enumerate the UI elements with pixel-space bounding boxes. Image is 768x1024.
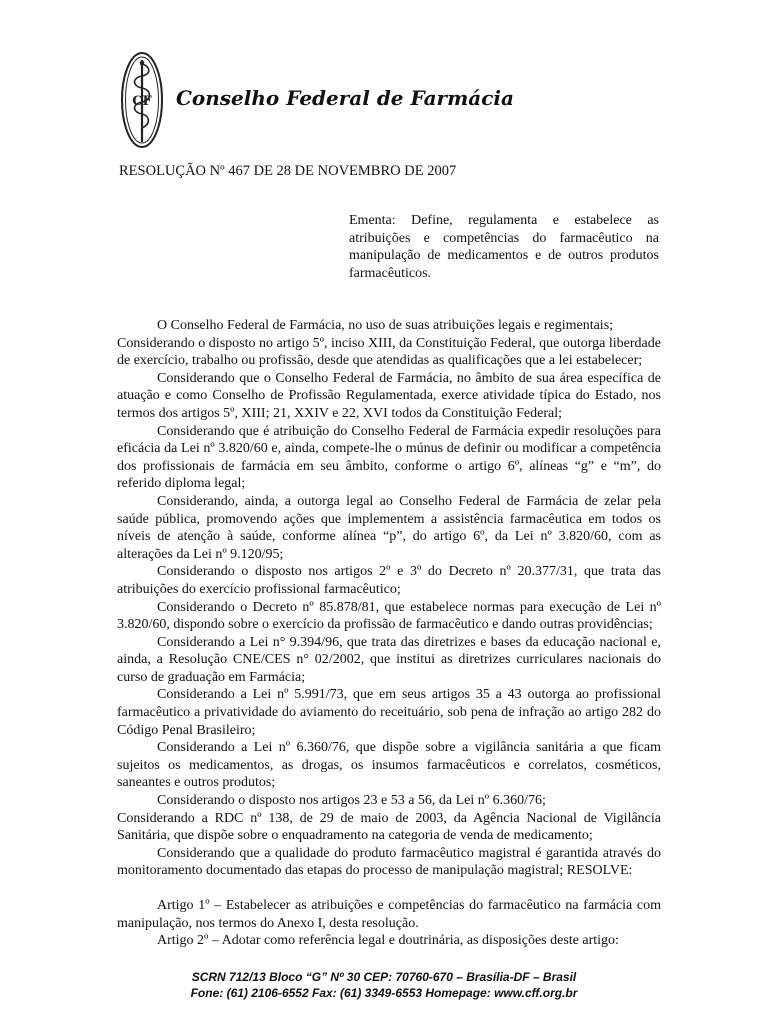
paragraph-considerando: Considerando o Decreto nº 85.878/81, que estabelece normas para execução de Lei nº 3.820/60, dispondo sobre o exercício da profissão de farmacêutico e dando outras providências; bbox=[117, 599, 661, 633]
footer-contact-line: Fone: (61) 2106-6552 Fax: (61) 3349-6553 Homepage: www.cff.org.br bbox=[190, 986, 578, 1000]
footer-address bbox=[0, 969, 768, 1001]
paragraph-considerando-resolve: Considerando que a qualidade do produto farmacêutico magistral é garantida através do monitoramento documentado das etapas do processo de manipulação magistral; RESOLVE: bbox=[117, 845, 661, 879]
paragraph-preamble: O Conselho Federal de Farmácia, no uso de suas atribuições legais e regimentais; bbox=[157, 318, 614, 333]
resolution-title: RESOLUÇÃO Nº 467 DE 28 DE NOVEMBRO DE 2007 bbox=[119, 163, 457, 179]
paragraph-considerando: Considerando que o Conselho Federal de Farmácia, no âmbito de sua área específica de atuação e como Conselho de Profissão Regulamentada, exerce atividade típica do Estado, nos termos dos artigos 5º, XIII; 21, XXIV e 22, XVI todos da Constituição Federal; bbox=[117, 370, 661, 421]
letterhead bbox=[116, 46, 536, 156]
paragraph-considerando: Considerando o disposto nos artigos 23 e 53 a 56, da Lei nº 6.360/76; bbox=[157, 793, 546, 809]
cff-seal-logo bbox=[120, 50, 164, 150]
paragraph-considerando: Considerando a Lei nº 6.360/76, que dispõe sobre a vigilância sanitária a que ficam sujeitos os medicamentos, as drogas, os insumos farmacêuticos e correlatos, cosméticos, saneantes e outros produtos; bbox=[117, 740, 661, 791]
paragraph-considerando: Considerando que é atribuição do Conselho Federal de Farmácia expedir resoluções para eficácia da Lei nº 3.820/60 e, ainda, compete-lhe o múnus de definir ou modificar a competência dos profissionais de farmácia em seu âmbito, conforme o artigo 6º, alíneas “g” e “m”, do referido diploma legal; bbox=[117, 423, 661, 492]
footer-address-line: SCRN 712/13 Bloco “G” Nº 30 CEP: 70760-670 – Brasília-DF – Brasil bbox=[191, 970, 577, 984]
paragraph-artigo-2: Artigo 2º – Adotar como referência legal e doutrinária, as disposições deste artigo: bbox=[157, 933, 619, 949]
paragraph-considerando: Considerando a RDC nº 138, de 29 de maio de 2003, da Agência Nacional de Vigilância Sanitária, que dispõe sobre o enquadramento na categoria de venda de medicamento; bbox=[117, 810, 661, 844]
ementa-summary: Ementa: Define, regulamenta e estabelece as atribuições e competências do farmacêutico na manipulação de medicamentos e de outros produtos farmacêuticos. bbox=[349, 213, 659, 281]
paragraph-considerando: Considerando a Lei nº 5.991/73, que em seus artigos 35 a 43 outorga ao profissional farmacêutico a privatividade do aviamento do receituário, sob pena de infração ao artigo 282 do Código Penal Brasileiro; bbox=[117, 687, 661, 738]
paragraph-considerando: Considerando a Lei n° 9.394/96, que trata das diretrizes e bases da educação nacional e, ainda, a Resolução CNE/CES n° 02/2002, que institui as diretrizes curriculares nacionais do curso de graduação em Farmácia; bbox=[117, 634, 661, 685]
paragraph-considerando: Considerando, ainda, a outorga legal ao Conselho Federal de Farmácia de zelar pela saúde pública, promovendo ações que implementem a assistência farmacêutica em todos os níveis de atenção à saúde, conforme alínea “p”, do artigo 6º, da Lei nº 3.820/60, com as alterações da Lei nº 9.120/95; bbox=[117, 493, 661, 562]
paragraph-artigo-1: Artigo 1º – Estabelecer as atribuições e competências do farmacêutico na farmácia com manipulação, nos termos do Anexo I, desta resolução. bbox=[117, 898, 661, 931]
organization-name: Conselho Federal de Farmácia bbox=[176, 86, 514, 110]
paragraph-considerando: Considerando o disposto nos artigos 2º e 3º do Decreto nº 20.377/31, que trata das atribuições do exercício profissional farmacêutico; bbox=[117, 564, 661, 597]
seal-letters: CF bbox=[132, 94, 152, 109]
resolution-body bbox=[117, 317, 661, 950]
paragraph-considerando: Considerando o disposto no artigo 5º, inciso XIII, da Constituição Federal, que outorga liberdade de exercício, trabalho ou profissão, desde que atendidas as qualificações que a lei estabelecer; bbox=[117, 335, 661, 369]
